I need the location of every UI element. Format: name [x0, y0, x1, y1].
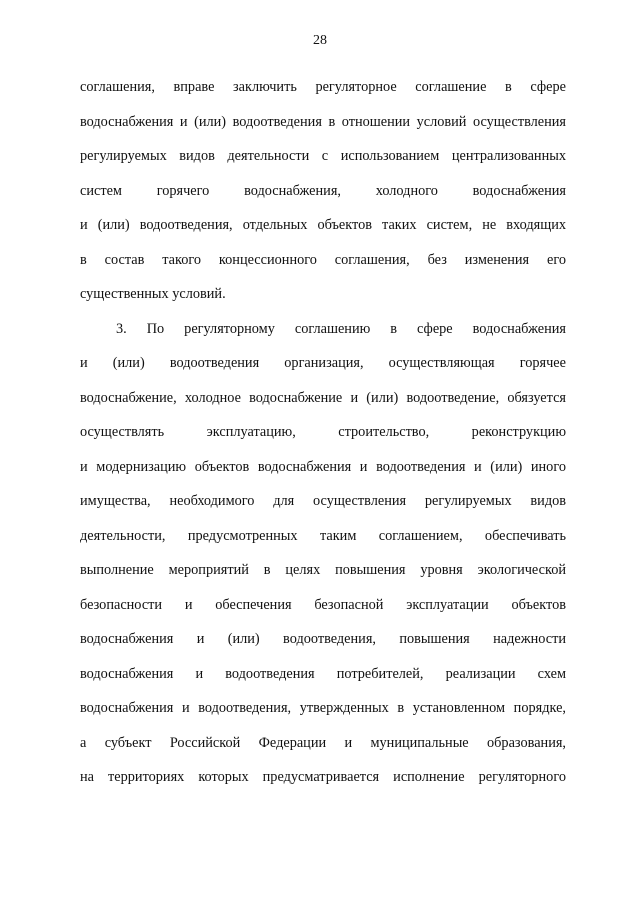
- text-line: и (или) водоотведения организация, осуществляющая горячее: [80, 355, 566, 371]
- text-line: безопасности и обеспечения безопасной эксплуатации объектов: [80, 596, 566, 613]
- text-line: существенных условий.: [80, 286, 226, 302]
- text-line: на территориях которых предусматривается исполнение регуляторного: [80, 769, 566, 785]
- text-line: соглашения, вправе заключить регуляторное соглашение в сфере: [80, 79, 566, 95]
- text-line: осуществлять эксплуатацию, строительство, реконструкцию: [80, 424, 566, 440]
- text-line: а субъект Российской Федерации и муниципальные образования,: [80, 734, 566, 751]
- page-number: 28: [313, 33, 327, 48]
- text-line: водоснабжения и (или) водоотведения, повышения надежности: [80, 631, 566, 647]
- text-line: 3. По регуляторному соглашению в сфере водоснабжения: [116, 320, 566, 337]
- text-line: в состав такого концессионного соглашения, без изменения его: [80, 251, 566, 268]
- text-line: водоснабжения и водоотведения потребителей, реализации схем: [80, 665, 566, 682]
- paragraph-item-3: [80, 312, 566, 795]
- text-line: деятельности, предусмотренных таким соглашением, обеспечивать: [80, 527, 566, 544]
- text-line: водоснабжения и (или) водоотведения в отношении условий осуществления: [80, 113, 566, 130]
- text-line: систем горячего водоснабжения, холодного водоснабжения: [80, 182, 566, 199]
- document-body: [80, 70, 566, 795]
- paragraph-continuation: [80, 70, 566, 312]
- text-line: и модернизацию объектов водоснабжения и водоотведения и (или) иного: [80, 458, 566, 475]
- text-line: водоснабжения и водоотведения, утвержденных в установленном порядке,: [80, 700, 566, 716]
- text-line: выполнение мероприятий в целях повышения уровня экологической: [80, 562, 566, 578]
- text-line: регулируемых видов деятельности с использованием централизованных: [80, 148, 566, 164]
- text-line: водоснабжение, холодное водоснабжение и (или) водоотведение, обязуется: [80, 389, 566, 406]
- text-line: и (или) водоотведения, отдельных объектов таких систем, не входящих: [80, 217, 566, 233]
- text-line: имущества, необходимого для осуществления регулируемых видов: [80, 493, 566, 509]
